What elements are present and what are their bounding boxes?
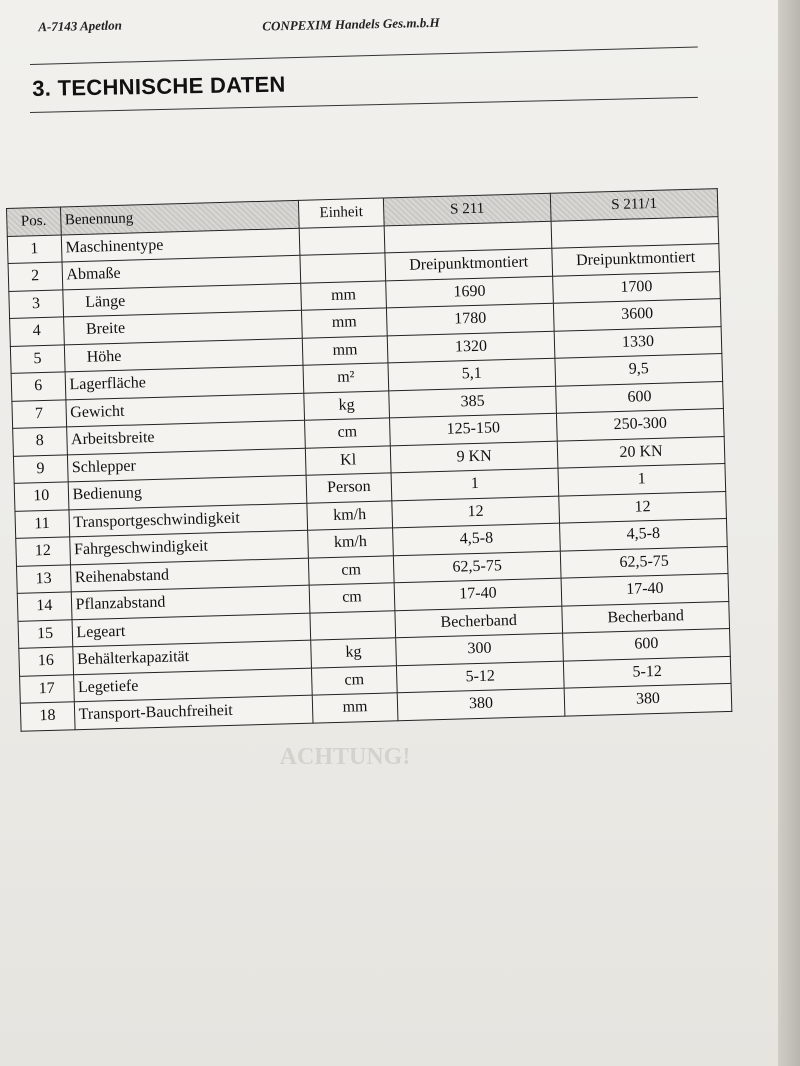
cell-s211: 9 KN	[390, 441, 558, 473]
cell-name: Abmaße	[62, 255, 301, 289]
cell-s211: 5-12	[396, 661, 564, 693]
cell-s2111: Dreipunktmontiert	[552, 244, 720, 276]
cell-pos: 4	[10, 317, 64, 346]
cell-name: Legeart	[72, 613, 311, 647]
cell-name: Transport-Bauchfreiheit	[74, 695, 313, 729]
cell-pos: 8	[13, 427, 67, 456]
header-corner-text	[600, 0, 646, 1]
cell-s211: 5,1	[388, 358, 556, 390]
cell-unit: kg	[304, 390, 390, 420]
cell-pos: 7	[12, 399, 66, 428]
cell-name: Pflanzabstand	[71, 585, 310, 619]
cell-s2111: 4,5-8	[560, 519, 728, 551]
cell-unit	[310, 610, 396, 640]
cell-unit: Kl	[305, 445, 391, 475]
cell-name: Bedienung	[68, 475, 307, 509]
cell-name: Legetiefe	[73, 668, 312, 702]
tech-data-table-wrapper	[6, 188, 742, 731]
cell-unit	[300, 253, 386, 283]
cell-s211: 4,5-8	[393, 523, 561, 555]
cell-s211: 62,5-75	[393, 551, 561, 583]
cell-unit	[299, 225, 385, 255]
col-header-pos: Pos.	[7, 207, 61, 236]
cell-unit: cm	[309, 583, 395, 613]
cell-s2111: 17-40	[561, 573, 729, 605]
cell-unit: Person	[306, 473, 392, 503]
cell-pos: 17	[20, 674, 74, 703]
cell-name: Lagerfläche	[65, 365, 304, 399]
cell-s2111: 380	[564, 683, 732, 715]
cell-s2111: 62,5-75	[560, 546, 728, 578]
cell-pos: 5	[10, 344, 64, 373]
cell-s2111: 9,5	[555, 354, 723, 386]
cell-s211: Becherband	[395, 606, 563, 638]
cell-name: Schlepper	[67, 448, 306, 482]
cell-unit: km/h	[307, 500, 393, 530]
cell-s211: 380	[397, 688, 565, 720]
tech-data-table	[6, 188, 732, 731]
col-header-benennung: Benennung	[60, 200, 299, 234]
cell-pos: 14	[17, 592, 71, 621]
cell-s211: 385	[389, 386, 557, 418]
cell-pos: 12	[16, 537, 70, 566]
cell-name: Maschinentype	[61, 228, 300, 262]
cell-unit: m²	[303, 363, 389, 393]
cell-s2111: 1330	[554, 326, 722, 358]
cell-s2111: Becherband	[562, 601, 730, 633]
header-company: CONPEXIM Handels Ges.m.b.H	[262, 14, 440, 34]
cell-pos: 13	[16, 564, 70, 593]
cell-s2111: 5-12	[563, 656, 731, 688]
cell-s2111: 600	[556, 381, 724, 413]
bleed-through-text	[0, 740, 690, 920]
page-edge-shadow	[778, 0, 800, 1066]
header-rule	[30, 47, 698, 65]
cell-pos: 2	[8, 262, 62, 291]
cell-pos: 15	[18, 619, 72, 648]
cell-name: Länge	[62, 283, 301, 317]
cell-pos: 6	[11, 372, 65, 401]
cell-pos: 11	[15, 509, 69, 538]
cell-unit: mm	[302, 335, 388, 365]
cell-pos: 16	[19, 647, 73, 676]
page-header	[0, 0, 700, 44]
cell-name: Gewicht	[65, 393, 304, 427]
cell-unit: cm	[311, 665, 397, 695]
cell-name: Fahrgeschwindigkeit	[69, 530, 308, 564]
cell-name: Reihenabstand	[70, 558, 309, 592]
cell-s211: 1320	[387, 331, 555, 363]
cell-s211: 125-150	[390, 413, 558, 445]
cell-unit: mm	[312, 693, 398, 723]
col-header-einheit: Einheit	[298, 198, 384, 228]
cell-name: Transportgeschwindigkeit	[68, 503, 307, 537]
cell-unit: cm	[304, 418, 390, 448]
cell-name: Behälterkapazität	[72, 640, 311, 674]
cell-pos: 10	[14, 482, 68, 511]
table-body	[7, 216, 732, 731]
section-title: 3. TECHNISCHE DATEN	[32, 71, 286, 101]
bleed-through-heading: ACHTUNG!	[279, 744, 411, 770]
cell-s2111: 250-300	[556, 409, 724, 441]
cell-s211: 1690	[386, 276, 554, 308]
cell-pos: 18	[20, 702, 74, 731]
cell-name: Höhe	[64, 338, 303, 372]
cell-unit: mm	[301, 280, 387, 310]
cell-unit: km/h	[308, 528, 394, 558]
cell-s211: Dreipunktmontiert	[385, 248, 553, 280]
cell-s211: 12	[392, 496, 560, 528]
col-header-s211: S 211	[383, 193, 551, 225]
cell-s2111: 1	[558, 464, 726, 496]
header-address: A-7143 Apetlon	[38, 17, 123, 35]
cell-s211: 17-40	[394, 578, 562, 610]
cell-pos: 3	[9, 289, 63, 318]
cell-s211: 1	[391, 468, 559, 500]
cell-s2111: 20 KN	[557, 436, 725, 468]
cell-s2111: 600	[563, 628, 731, 660]
cell-pos: 1	[7, 234, 61, 263]
cell-s2111: 12	[559, 491, 727, 523]
cell-name: Arbeitsbreite	[66, 420, 305, 454]
cell-s211: 300	[396, 633, 564, 665]
col-header-s2111: S 211/1	[550, 189, 718, 221]
cell-name: Breite	[63, 310, 302, 344]
cell-unit: mm	[301, 308, 387, 338]
cell-unit: cm	[308, 555, 394, 585]
cell-pos: 9	[13, 454, 67, 483]
cell-s211: 1780	[386, 303, 554, 335]
cell-unit: kg	[311, 638, 397, 668]
cell-s2111: 1700	[553, 271, 721, 303]
cell-s2111: 3600	[553, 299, 721, 331]
